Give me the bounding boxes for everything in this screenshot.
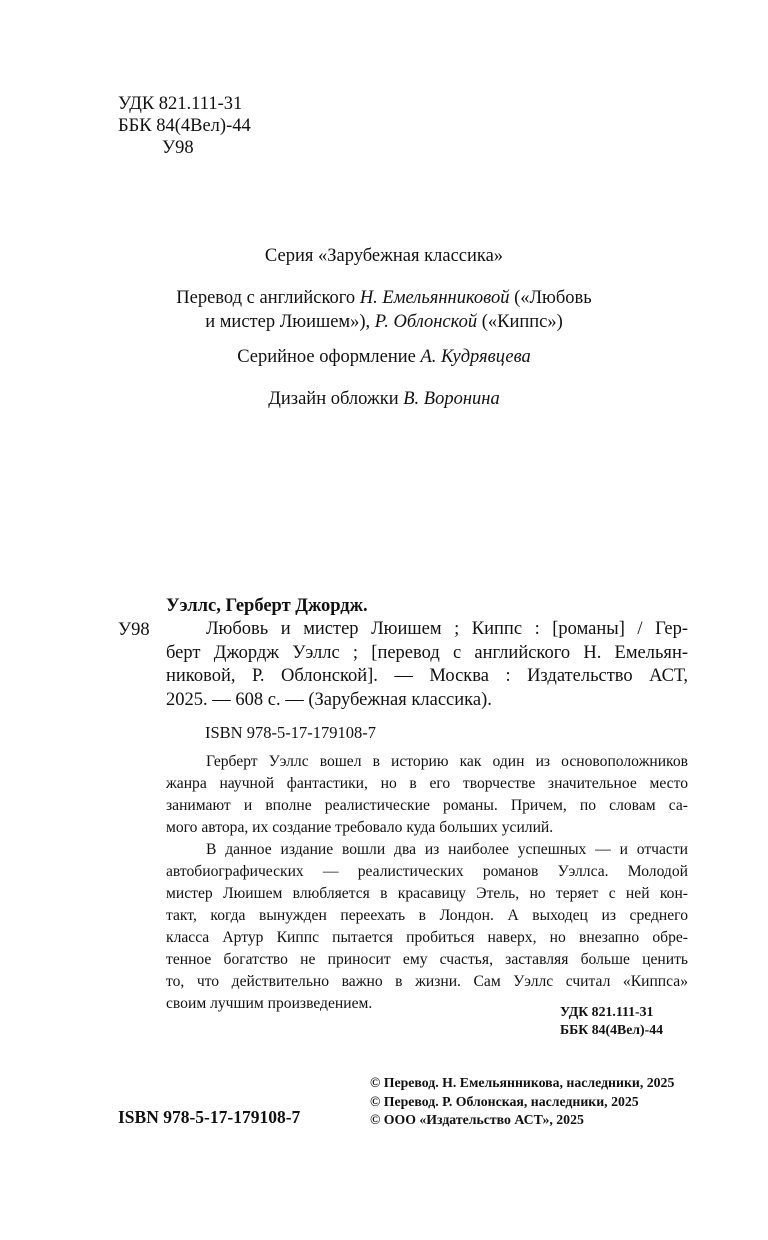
copyright-line: © Перевод. Р. Облонская, наследники, 2025 — [370, 1093, 639, 1109]
bib-line: берт Джордж Уэллс ; [перевод с английского Н. Емельян- — [166, 642, 688, 663]
annotation-line: мистер Люишем влюбляется в красавицу Этель, но теряет с ней кон- — [166, 885, 688, 902]
record-isbn: ISBN 978-5-17-179108-7 — [205, 723, 376, 742]
bib-line: 2025. — 608 с. — (Зарубежная классика). — [166, 689, 492, 710]
cover-design-line: Дизайн обложки В. Воронина — [268, 389, 500, 409]
cover-designer: В. Воронина — [403, 389, 500, 409]
author-heading: Уэллс, Герберт Джордж. — [166, 596, 368, 616]
series-line: Серия «Зарубежная классика» — [264, 246, 504, 266]
annotation-line: занимают и вполне реалистические романы. Причем, по словам са- — [166, 797, 688, 814]
annotation-paragraph-2 — [166, 839, 688, 1015]
bbk-code: ББК 84(4Вел)-44 — [118, 116, 251, 136]
cutter-code: У98 — [162, 138, 194, 158]
annotation — [166, 751, 688, 1015]
header-codes — [118, 93, 251, 159]
bib-line: никовой, Р. Облонской]. — Москва : Издательство АСТ, — [166, 666, 688, 686]
footer-isbn: ISBN 978-5-17-179108-7 — [118, 1107, 301, 1127]
series-design-line: Серийное оформление А. Кудрявцева — [237, 347, 531, 367]
copyright-line: © ООО «Издательство АСТ», 2025 — [370, 1112, 584, 1127]
translator-2: Р. Облонской — [374, 312, 478, 332]
translation-line-2: и мистер Люишем»), Р. Облонской («Киппс») — [205, 312, 563, 332]
translation-line-1: Перевод с английского Н. Емельянниковой («Любовь — [176, 288, 592, 308]
annotation-line: такт, когда вынужден переехать в Лондон. А выходец из среднего — [166, 907, 688, 924]
footer-bbk: ББК 84(4Вел)-44 — [560, 1022, 664, 1037]
record-cutter: У98 — [118, 620, 150, 640]
annotation-line: автобиографических — реалистических романов Уэллса. Молодой — [166, 863, 688, 880]
series-designer: А. Кудрявцева — [420, 347, 531, 367]
annotation-paragraph-1 — [166, 751, 688, 839]
annotation-line: мого автора, их создание требовало куда больших усилий. — [166, 819, 554, 836]
copyright-block — [370, 1074, 674, 1130]
annotation-line: Герберт Уэллс вошел в историю как один из основоположников — [206, 753, 688, 770]
annotation-line: то, что действительно важно в жизни. Сам Уэллс считал «Киппса» — [166, 973, 688, 990]
bib-line: Любовь и мистер Люишем ; Киппс : [романы] / Гер- — [206, 619, 688, 639]
annotation-line: своим лучшим произведением. — [166, 995, 373, 1012]
bibliographic-description — [166, 618, 688, 712]
annotation-line: тенное богатство не приносит ему счастья, заставляя больше ценить — [166, 951, 688, 968]
udk-code: УДК 821.111-31 — [118, 94, 243, 114]
footer-codes — [560, 1003, 663, 1039]
translator-1: Н. Емельянниковой — [359, 288, 510, 308]
annotation-line: класса Артур Киппс пытается пробиться наверх, но внезапно обре- — [166, 929, 688, 946]
annotation-line: жанра научной фантастики, но в его творчестве значительное место — [166, 775, 688, 792]
footer-udk: УДК 821.111-31 — [560, 1004, 654, 1019]
copyright-line: © Перевод. Н. Емельянникова, наследники, 2025 — [370, 1075, 675, 1090]
annotation-line: В данное издание вошли два из наиболее успешных — и отчасти — [206, 841, 688, 858]
